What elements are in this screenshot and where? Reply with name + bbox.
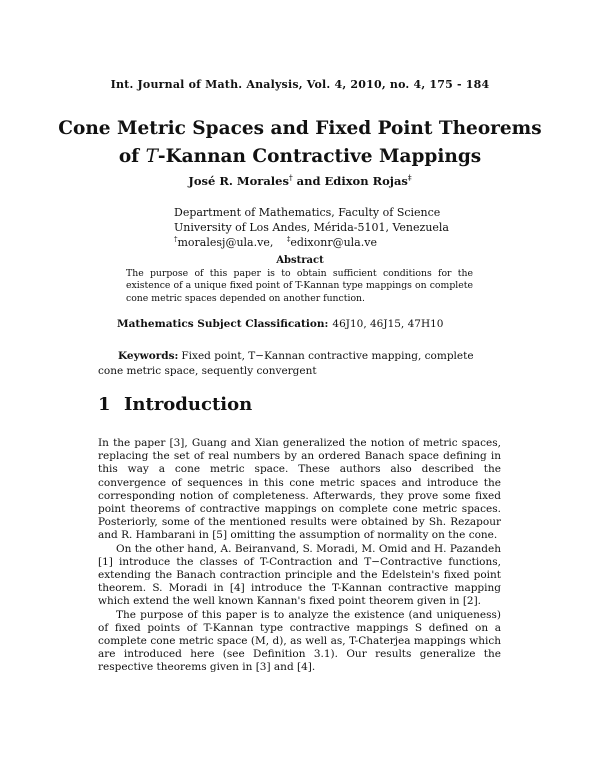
journal-header: Int. Journal of Math. Analysis, Vol. 4, 2010, no. 4, 175 - 184 xyxy=(110,78,490,91)
section-title: Introduction xyxy=(124,394,253,415)
title-line-2-post: -Kannan Contractive Mappings xyxy=(157,146,482,167)
keywords-block xyxy=(98,349,501,378)
author-1-mark: † xyxy=(288,173,293,183)
paragraph: On the other hand, A. Beiranvand, S. Moradi, M. Omid and H. Pazandeh [1] introduce the classes of T-Contraction and T−Contractive functions, extending the Banach contraction principle and the Edelstein's fixed point theorem. S. Moradi in [4] introduce the T-Kannan contractive mapping which extend the well known Kannan's fixed point theorem given in [2]. xyxy=(98,542,501,608)
affiliation-department: Department of Mathematics, Faculty of Science xyxy=(174,206,441,219)
abstract-heading: Abstract xyxy=(276,255,324,266)
author-1: José R. Morales xyxy=(188,174,289,188)
email-1[interactable]: moralesj@ula.ve, xyxy=(177,236,274,249)
title-T-symbol: T xyxy=(145,146,158,167)
section-body xyxy=(98,437,501,675)
title-line-1: Cone Metric Spaces and Fixed Point Theorems xyxy=(58,118,542,139)
affiliation-emails xyxy=(174,235,474,250)
msc-line xyxy=(117,318,507,330)
msc-value: 46J10, 46J15, 47H10 xyxy=(332,318,444,330)
author-2-mark: ‡ xyxy=(407,173,412,183)
paragraph: The purpose of this paper is to analyze the existence (and uniqueness) of fixed points of T-Kannan type contractive mappings S defined on a complete cone metric space (M, d), as well as, T-Chaterjea mappings which are introduced here (see Definition 3.1). Our results generalize the respective theorems given in [3] and [4]. xyxy=(98,608,501,674)
section-heading xyxy=(98,394,501,415)
section-number: 1 xyxy=(98,394,111,415)
affiliation-university: University of Los Andes, Mérida-5101, Venezuela xyxy=(174,221,449,234)
email-1-mark: † xyxy=(174,235,178,244)
authors xyxy=(0,174,600,188)
email-2[interactable]: edixonr@ula.ve xyxy=(290,236,377,249)
abstract-text: The purpose of this paper is to obtain sufficient conditions for the existence of a unique fixed point of T-Kannan type mappings on complete cone metric spaces depended on another function. xyxy=(126,268,473,304)
affiliation xyxy=(174,205,474,250)
paper-title xyxy=(0,115,600,171)
paragraph: In the paper [3], Guang and Xian generalized the notion of metric spaces, replacing the set of real numbers by an ordered Banach space defining in this way a cone metric space. These authors also described the convergence of sequences in this cone metric spaces and introduce the corresponding notion of completeness. Afterwards, they prove some fixed point theorems of contractive mappings on complete cone metric spaces. Posteriorly, some of the mentioned results were obtained by Sh. Rezapour and R. Hambarani in [5] omitting the assumption of normality on the cone. xyxy=(98,437,501,542)
title-line-2 xyxy=(0,143,600,171)
keywords-label: Keywords: xyxy=(118,350,179,362)
msc-label: Mathematics Subject Classification: xyxy=(117,318,329,330)
title-line-2-pre: of xyxy=(118,146,146,167)
email-2-mark: ‡ xyxy=(286,235,291,244)
keywords-value: Fixed point, T−Kannan contractive mapping, complete cone metric space, sequently convergent xyxy=(98,350,474,377)
author-2: Edixon Rojas xyxy=(324,174,408,188)
authors-and: and xyxy=(292,174,325,188)
